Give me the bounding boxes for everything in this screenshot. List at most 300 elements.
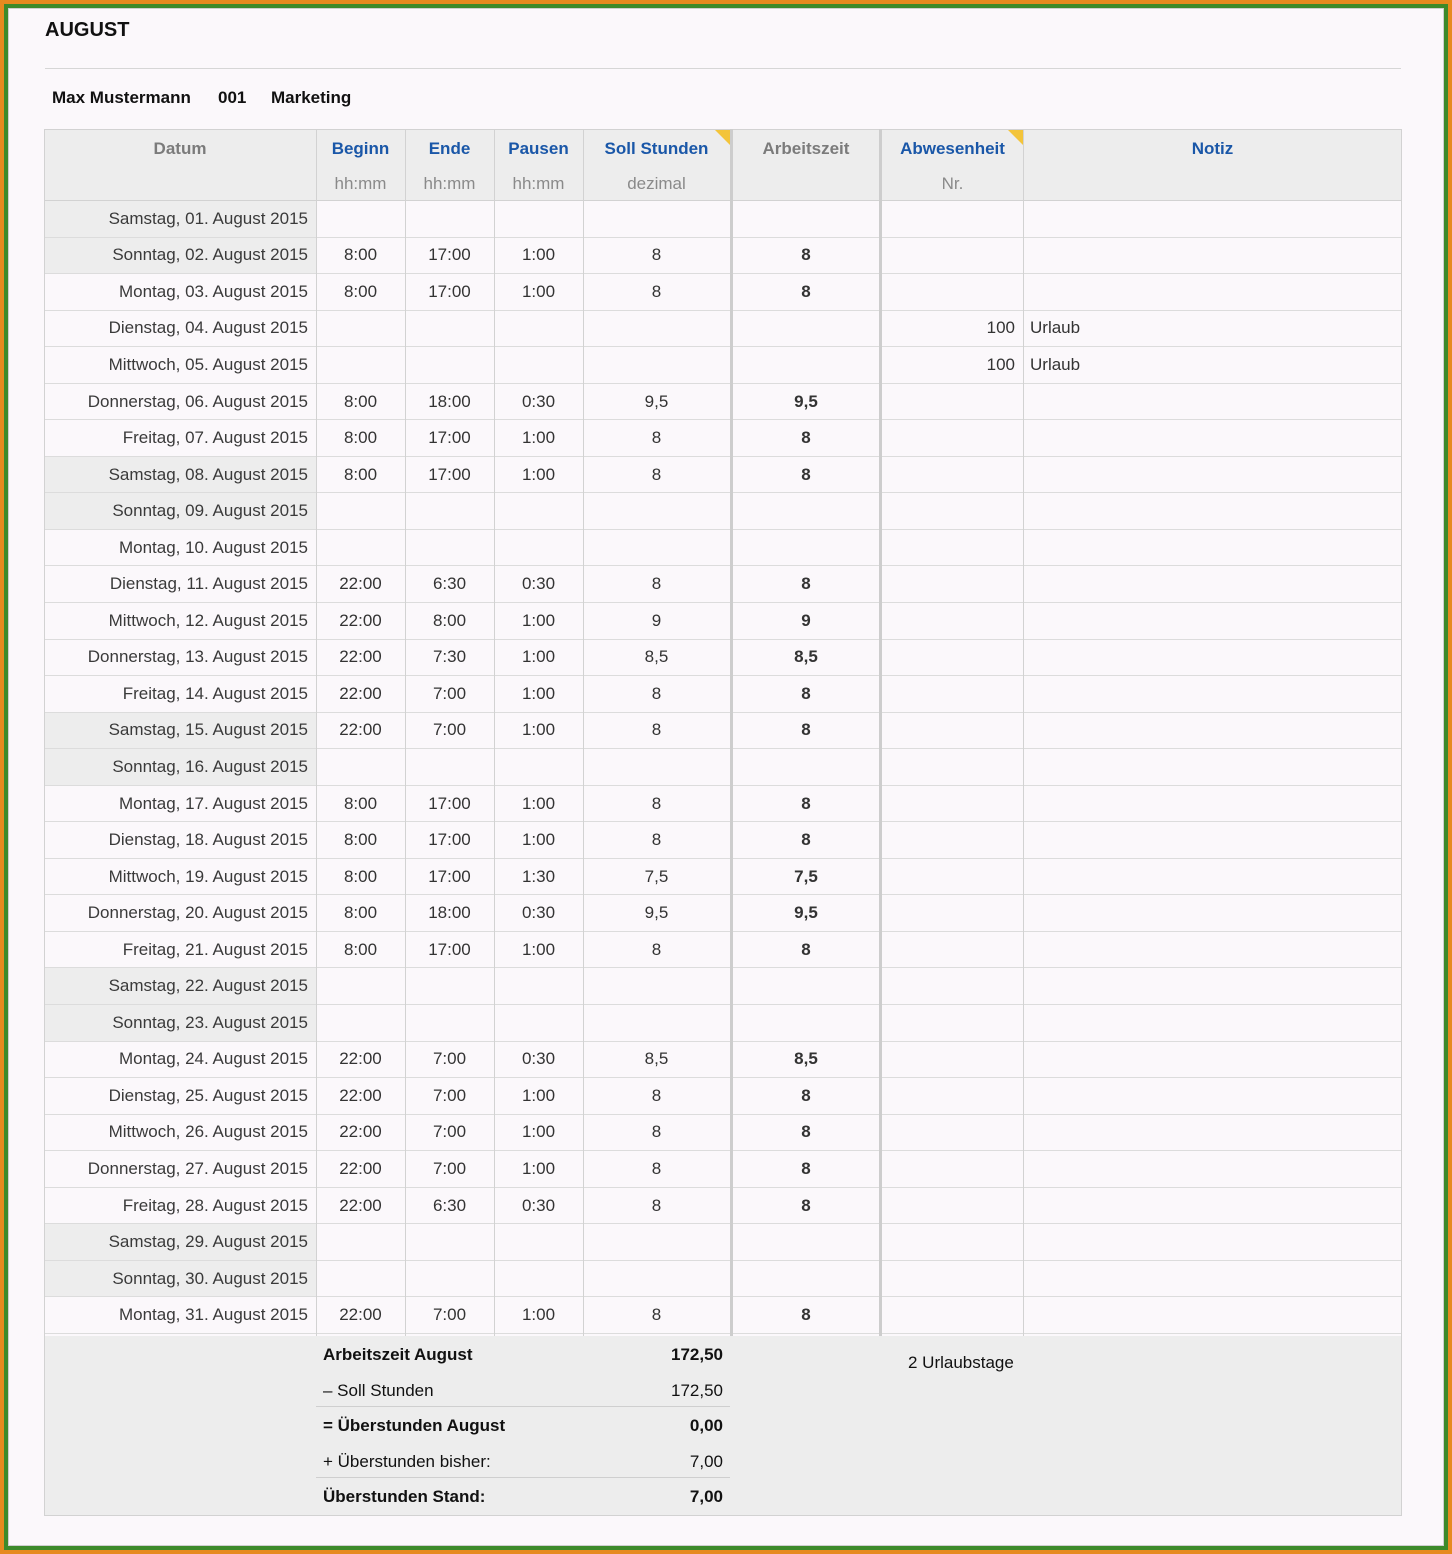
cell-notiz[interactable] <box>1023 932 1402 968</box>
cell-arbeitszeit[interactable]: 9,5 <box>794 391 818 411</box>
cell-datum: Dienstag, 11. August 2015 <box>109 574 308 594</box>
cell-notiz[interactable] <box>1023 1115 1402 1151</box>
cell-soll[interactable]: 8 <box>651 683 662 703</box>
table-row <box>44 274 1402 311</box>
cell-beginn[interactable]: 8:00 <box>343 830 378 850</box>
cell-beginn[interactable]: 22:00 <box>339 1158 382 1178</box>
cell-ende[interactable]: 17:00 <box>428 793 471 813</box>
cell-abwesenheit[interactable] <box>882 1042 1023 1078</box>
table-left-border <box>44 129 45 1516</box>
cell-abwesenheit[interactable] <box>882 1224 1023 1260</box>
cell-notiz[interactable] <box>1023 238 1402 274</box>
cell-soll[interactable] <box>583 749 730 785</box>
table-row <box>44 1297 1402 1334</box>
cell-ende[interactable] <box>405 1261 494 1297</box>
cell-notiz[interactable] <box>1023 713 1402 749</box>
table-row <box>44 968 1402 1005</box>
cell-abwesenheit[interactable] <box>882 420 1023 456</box>
cell-ende[interactable] <box>405 530 494 566</box>
header-notiz-label: Notiz <box>1191 139 1234 158</box>
cell-ende[interactable] <box>405 968 494 1004</box>
cell-beginn[interactable]: 22:00 <box>339 574 382 594</box>
cell-arbeitszeit[interactable]: 7,5 <box>794 866 818 886</box>
cell-datum: Freitag, 07. August 2015 <box>122 428 308 448</box>
cell-soll[interactable]: 8 <box>651 830 662 850</box>
cell-notiz[interactable] <box>1023 201 1402 237</box>
cell-abwesenheit[interactable] <box>882 1115 1023 1151</box>
cell-soll[interactable]: 9,5 <box>644 903 669 923</box>
cell-abwesenheit[interactable] <box>882 932 1023 968</box>
cell-soll[interactable]: 8 <box>651 939 662 959</box>
table-row <box>44 493 1402 530</box>
cell-arbeitszeit[interactable] <box>733 749 879 785</box>
cell-pausen[interactable]: 1:00 <box>521 830 556 850</box>
cell-ende[interactable]: 17:00 <box>428 830 471 850</box>
table-row <box>44 1115 1402 1152</box>
cell-beginn[interactable] <box>316 968 405 1004</box>
column-divider <box>583 129 584 1336</box>
table-row <box>44 859 1402 896</box>
cell-beginn[interactable]: 22:00 <box>339 683 382 703</box>
cell-pausen[interactable] <box>494 1224 583 1260</box>
cell-soll[interactable] <box>583 347 730 383</box>
table-right-border <box>1401 129 1402 1516</box>
cell-datum: Montag, 24. August 2015 <box>118 1049 308 1069</box>
cell-soll[interactable]: 8,5 <box>644 647 669 667</box>
employee-name: Max Mustermann <box>52 88 191 107</box>
cell-soll[interactable]: 8 <box>651 574 662 594</box>
cell-notiz[interactable] <box>1023 676 1402 712</box>
cell-notiz[interactable] <box>1023 786 1402 822</box>
column-divider <box>730 129 733 1336</box>
cell-pausen[interactable]: 1:00 <box>521 428 556 448</box>
cell-abwesenheit[interactable] <box>882 238 1023 274</box>
cell-abwesenheit[interactable] <box>882 384 1023 420</box>
column-divider <box>879 129 882 1336</box>
cell-notiz[interactable] <box>1023 1297 1402 1333</box>
cell-ende[interactable]: 7:00 <box>432 683 467 703</box>
table-row <box>44 566 1402 603</box>
cell-abwesenheit[interactable] <box>882 640 1023 676</box>
cell-soll[interactable]: 8 <box>651 1305 662 1325</box>
cell-datum: Montag, 03. August 2015 <box>118 281 308 301</box>
cell-notiz[interactable] <box>1023 530 1402 566</box>
cell-abwesenheit[interactable] <box>882 1188 1023 1224</box>
cell-abwesenheit[interactable] <box>882 749 1023 785</box>
cell-beginn[interactable]: 22:00 <box>339 1305 382 1325</box>
table-row <box>44 1078 1402 1115</box>
cell-beginn[interactable]: 8:00 <box>343 464 378 484</box>
header-ende <box>405 130 494 202</box>
cell-pausen[interactable]: 0:30 <box>521 574 556 594</box>
cell-ende[interactable]: 7:00 <box>432 1122 467 1142</box>
cell-notiz[interactable] <box>1023 1188 1402 1224</box>
cell-arbeitszeit[interactable] <box>733 968 879 1004</box>
table-row <box>44 1042 1402 1079</box>
cell-beginn[interactable]: 22:00 <box>339 1122 382 1142</box>
cell-beginn[interactable]: 8:00 <box>343 939 378 959</box>
cell-beginn[interactable] <box>316 201 405 237</box>
cell-pausen[interactable]: 1:00 <box>521 281 556 301</box>
cell-ende[interactable]: 7:00 <box>432 1049 467 1069</box>
cell-soll[interactable] <box>583 1261 730 1297</box>
cell-pausen[interactable]: 1:00 <box>521 939 556 959</box>
cell-pausen[interactable] <box>494 493 583 529</box>
cell-ende[interactable] <box>405 201 494 237</box>
cell-abwesenheit[interactable] <box>882 1261 1023 1297</box>
cell-notiz[interactable] <box>1023 859 1402 895</box>
title-divider <box>45 68 1401 69</box>
cell-arbeitszeit[interactable] <box>733 493 879 529</box>
cell-arbeitszeit[interactable]: 8 <box>801 1305 811 1325</box>
cell-soll[interactable]: 8 <box>651 281 662 301</box>
cell-notiz[interactable] <box>1023 1078 1402 1114</box>
table-row <box>44 1224 1402 1261</box>
cell-soll[interactable]: 8 <box>651 1122 662 1142</box>
cell-beginn[interactable]: 22:00 <box>339 1049 382 1069</box>
cell-soll[interactable]: 9 <box>651 610 662 630</box>
cell-notiz[interactable] <box>1023 895 1402 931</box>
cell-beginn[interactable] <box>316 1005 405 1041</box>
cell-beginn[interactable]: 8:00 <box>343 866 378 886</box>
cell-arbeitszeit[interactable]: 8 <box>801 720 811 740</box>
cell-datum: Samstag, 08. August 2015 <box>44 457 316 493</box>
cell-ende[interactable] <box>405 1224 494 1260</box>
cell-arbeitszeit[interactable] <box>733 311 879 347</box>
cell-soll[interactable]: 8 <box>651 720 662 740</box>
header-arbeitszeit-label: Arbeitszeit <box>762 139 850 158</box>
cell-pausen[interactable]: 0:30 <box>521 1049 556 1069</box>
cell-notiz[interactable] <box>1023 457 1402 493</box>
cell-pausen[interactable] <box>494 1005 583 1041</box>
cell-notiz[interactable] <box>1023 493 1402 529</box>
cell-soll[interactable]: 8 <box>651 1195 662 1215</box>
table-row <box>44 347 1402 384</box>
cell-abwesenheit[interactable] <box>882 201 1023 237</box>
cell-soll[interactable]: 8 <box>651 245 662 265</box>
cell-arbeitszeit[interactable] <box>733 530 879 566</box>
cell-ende[interactable]: 17:00 <box>428 281 471 301</box>
cell-arbeitszeit[interactable] <box>733 201 879 237</box>
cell-notiz[interactable] <box>1023 603 1402 639</box>
table-row <box>44 420 1402 457</box>
header-abwesenheit-label: Abwesenheit <box>900 139 1005 158</box>
cell-beginn[interactable]: 8:00 <box>343 428 378 448</box>
header-beginn <box>316 130 405 202</box>
cell-datum: Dienstag, 25. August 2015 <box>108 1085 308 1105</box>
cell-soll[interactable]: 8 <box>651 428 662 448</box>
cell-pausen[interactable]: 1:00 <box>521 720 556 740</box>
header-datum <box>44 130 316 202</box>
cell-ende[interactable] <box>405 749 494 785</box>
cell-notiz[interactable] <box>1023 1224 1402 1260</box>
table-row <box>44 822 1402 859</box>
summary-soll-label: – Soll Stunden <box>323 1380 434 1400</box>
cell-soll[interactable] <box>583 530 730 566</box>
cell-pausen[interactable]: 1:00 <box>521 610 556 630</box>
cell-abwesenheit[interactable] <box>882 1005 1023 1041</box>
cell-arbeitszeit[interactable]: 8 <box>801 464 811 484</box>
cell-pausen[interactable]: 1:00 <box>521 464 556 484</box>
column-divider <box>316 129 317 1336</box>
cell-datum: Freitag, 14. August 2015 <box>122 683 308 703</box>
cell-arbeitszeit[interactable] <box>733 1224 879 1260</box>
cell-beginn[interactable]: 8:00 <box>343 245 378 265</box>
cell-pausen[interactable]: 1:00 <box>521 1085 556 1105</box>
cell-pausen[interactable] <box>494 1261 583 1297</box>
cell-beginn[interactable]: 22:00 <box>339 1195 382 1215</box>
cell-arbeitszeit[interactable] <box>733 347 879 383</box>
cell-ende[interactable]: 6:30 <box>432 1195 467 1215</box>
cell-soll[interactable] <box>583 201 730 237</box>
summary-soll <box>316 1372 730 1408</box>
summary-ueberstunden-value: 0,00 <box>689 1416 723 1435</box>
cell-ende[interactable]: 7:00 <box>432 1085 467 1105</box>
cell-beginn[interactable]: 22:00 <box>339 720 382 740</box>
cell-ende[interactable]: 17:00 <box>428 939 471 959</box>
summary-arbeitszeit-label: Arbeitszeit August <box>323 1345 473 1364</box>
cell-pausen[interactable] <box>494 530 583 566</box>
cell-beginn[interactable] <box>316 749 405 785</box>
cell-soll[interactable] <box>583 493 730 529</box>
cell-notiz[interactable] <box>1023 968 1402 1004</box>
cell-arbeitszeit[interactable]: 8,5 <box>794 647 818 667</box>
cell-beginn[interactable]: 8:00 <box>343 391 378 411</box>
header-arbeitszeit <box>733 130 879 202</box>
cell-datum: Donnerstag, 06. August 2015 <box>87 391 308 411</box>
cell-datum: Samstag, 15. August 2015 <box>44 713 316 749</box>
cell-datum: Montag, 10. August 2015 <box>118 537 308 557</box>
cell-beginn[interactable] <box>316 493 405 529</box>
cell-abwesenheit[interactable] <box>882 713 1023 749</box>
cell-beginn[interactable]: 22:00 <box>339 610 382 630</box>
cell-ende[interactable]: 17:00 <box>428 464 471 484</box>
employee-department: Marketing <box>271 88 352 107</box>
cell-beginn[interactable]: 8:00 <box>343 903 378 923</box>
cell-ende[interactable]: 17:00 <box>428 428 471 448</box>
cell-datum: Sonntag, 02. August 2015 <box>44 238 316 274</box>
summary-arbeitszeit <box>316 1336 730 1372</box>
cell-soll[interactable]: 8 <box>651 1158 662 1178</box>
cell-pausen[interactable] <box>494 311 583 347</box>
cell-abwesenheit[interactable] <box>882 859 1023 895</box>
cell-beginn[interactable]: 22:00 <box>339 1085 382 1105</box>
cell-beginn[interactable]: 8:00 <box>343 793 378 813</box>
cell-pausen[interactable]: 1:00 <box>521 1158 556 1178</box>
table-row <box>44 895 1402 932</box>
cell-ende[interactable]: 17:00 <box>428 866 471 886</box>
cell-pausen[interactable]: 1:00 <box>521 683 556 703</box>
cell-soll[interactable]: 8 <box>651 793 662 813</box>
cell-pausen[interactable]: 0:30 <box>521 391 556 411</box>
table-row <box>44 1261 1402 1298</box>
cell-abwesenheit[interactable] <box>882 895 1023 931</box>
cell-notiz[interactable] <box>1023 640 1402 676</box>
cell-datum: Samstag, 01. August 2015 <box>44 201 316 237</box>
cell-ende[interactable]: 18:00 <box>428 391 471 411</box>
column-divider <box>1023 129 1024 1336</box>
header-abwesenheit <box>882 130 1023 202</box>
cell-pausen[interactable] <box>494 201 583 237</box>
cell-soll[interactable]: 7,5 <box>644 866 669 886</box>
cell-notiz[interactable] <box>1023 1261 1402 1297</box>
header-pausen-label: Pausen <box>508 139 569 158</box>
cell-abwesenheit[interactable] <box>882 968 1023 1004</box>
cell-arbeitszeit[interactable]: 8,5 <box>794 1049 818 1069</box>
cell-ende[interactable] <box>405 493 494 529</box>
cell-arbeitszeit[interactable]: 9 <box>801 610 811 630</box>
summary-soll-value: 172,50 <box>671 1380 723 1400</box>
cell-arbeitszeit[interactable]: 8 <box>801 683 811 703</box>
cell-abwesenheit[interactable] <box>882 786 1023 822</box>
table-row <box>44 603 1402 640</box>
cell-soll[interactable] <box>583 1224 730 1260</box>
cell-beginn[interactable] <box>316 1261 405 1297</box>
cell-ende[interactable]: 18:00 <box>428 903 471 923</box>
cell-notiz[interactable] <box>1023 1005 1402 1041</box>
cell-pausen[interactable] <box>494 347 583 383</box>
cell-abwesenheit[interactable] <box>882 1151 1023 1187</box>
cell-abwesenheit[interactable] <box>882 274 1023 310</box>
cell-datum: Montag, 31. August 2015 <box>118 1305 308 1325</box>
cell-pausen[interactable]: 0:30 <box>521 1195 556 1215</box>
cell-pausen[interactable]: 0:30 <box>521 903 556 923</box>
cell-soll[interactable]: 8 <box>651 464 662 484</box>
cell-datum: Mittwoch, 05. August 2015 <box>108 354 308 374</box>
cell-abwesenheit[interactable] <box>882 457 1023 493</box>
cell-beginn[interactable] <box>316 311 405 347</box>
cell-beginn[interactable] <box>316 347 405 383</box>
cell-ende[interactable]: 8:00 <box>432 610 467 630</box>
cell-beginn[interactable] <box>316 1224 405 1260</box>
cell-arbeitszeit[interactable]: 8 <box>801 793 811 813</box>
cell-notiz[interactable]: Urlaub <box>1030 354 1081 374</box>
cell-abwesenheit[interactable]: 100 <box>986 318 1015 338</box>
cell-abwesenheit[interactable] <box>882 676 1023 712</box>
cell-arbeitszeit[interactable]: 8 <box>801 1158 811 1178</box>
cell-abwesenheit[interactable] <box>882 822 1023 858</box>
table-row <box>44 384 1402 421</box>
cell-beginn[interactable]: 22:00 <box>339 647 382 667</box>
cell-notiz[interactable] <box>1023 1042 1402 1078</box>
cell-notiz[interactable] <box>1023 274 1402 310</box>
cell-ende[interactable]: 7:30 <box>432 647 467 667</box>
cell-arbeitszeit[interactable]: 8 <box>801 1195 811 1215</box>
cell-ende[interactable]: 6:30 <box>432 574 467 594</box>
cell-ende[interactable] <box>405 347 494 383</box>
cell-datum: Sonntag, 16. August 2015 <box>44 749 316 785</box>
cell-datum: Samstag, 22. August 2015 <box>44 968 316 1004</box>
cell-arbeitszeit[interactable]: 8 <box>801 574 811 594</box>
cell-abwesenheit[interactable] <box>882 1078 1023 1114</box>
table-row <box>44 1188 1402 1225</box>
cell-ende[interactable] <box>405 1005 494 1041</box>
header-beginn-unit: hh:mm <box>334 174 387 193</box>
cell-notiz[interactable] <box>1023 420 1402 456</box>
cell-abwesenheit[interactable] <box>882 1297 1023 1333</box>
cell-notiz[interactable] <box>1023 566 1402 602</box>
cell-pausen[interactable] <box>494 968 583 1004</box>
cell-soll[interactable] <box>583 968 730 1004</box>
cell-arbeitszeit[interactable]: 8 <box>801 830 811 850</box>
cell-soll[interactable] <box>583 311 730 347</box>
header-abwesenheit-unit: Nr. <box>941 174 964 193</box>
cell-abwesenheit[interactable] <box>882 493 1023 529</box>
table-body <box>44 201 1402 1334</box>
cell-ende[interactable]: 7:00 <box>432 1305 467 1325</box>
table-row <box>44 530 1402 567</box>
cell-arbeitszeit[interactable]: 9,5 <box>794 903 818 923</box>
header-ende-unit: hh:mm <box>423 174 476 193</box>
cell-pausen[interactable]: 1:00 <box>521 793 556 813</box>
cell-abwesenheit[interactable]: 100 <box>986 354 1015 374</box>
header-beginn-label: Beginn <box>331 139 390 158</box>
cell-ende[interactable]: 7:00 <box>432 1158 467 1178</box>
cell-arbeitszeit[interactable]: 8 <box>801 428 811 448</box>
header-pausen-unit: hh:mm <box>512 174 565 193</box>
cell-beginn[interactable]: 8:00 <box>343 281 378 301</box>
comment-flag-icon[interactable] <box>1008 130 1023 145</box>
cell-soll[interactable] <box>583 1005 730 1041</box>
cell-arbeitszeit[interactable]: 8 <box>801 1122 811 1142</box>
cell-arbeitszeit[interactable]: 8 <box>801 1085 811 1105</box>
cell-datum: Donnerstag, 13. August 2015 <box>87 647 308 667</box>
summary-bisher-label: + Überstunden bisher: <box>323 1451 491 1471</box>
cell-abwesenheit[interactable] <box>882 603 1023 639</box>
cell-arbeitszeit[interactable]: 8 <box>801 245 811 265</box>
cell-pausen[interactable]: 1:00 <box>521 1305 556 1325</box>
summary-footer <box>44 1336 1402 1516</box>
cell-notiz[interactable] <box>1023 749 1402 785</box>
cell-soll[interactable]: 8 <box>651 1085 662 1105</box>
cell-datum: Donnerstag, 27. August 2015 <box>87 1158 308 1178</box>
comment-flag-icon[interactable] <box>715 130 730 145</box>
cell-datum: Freitag, 21. August 2015 <box>122 939 308 959</box>
cell-ende[interactable] <box>405 311 494 347</box>
cell-arbeitszeit[interactable]: 8 <box>801 281 811 301</box>
cell-soll[interactable]: 9,5 <box>644 391 669 411</box>
table-row <box>44 640 1402 677</box>
table-row <box>44 713 1402 750</box>
cell-beginn[interactable] <box>316 530 405 566</box>
cell-notiz[interactable] <box>1023 1151 1402 1187</box>
summary-stand-value: 7,00 <box>689 1487 723 1506</box>
table-header <box>44 129 1402 201</box>
table-row <box>44 238 1402 275</box>
cell-abwesenheit[interactable] <box>882 530 1023 566</box>
cell-arbeitszeit[interactable] <box>733 1005 879 1041</box>
cell-soll[interactable]: 8,5 <box>644 1049 669 1069</box>
cell-ende[interactable]: 17:00 <box>428 245 471 265</box>
cell-pausen[interactable]: 1:00 <box>521 1122 556 1142</box>
cell-arbeitszeit[interactable]: 8 <box>801 939 811 959</box>
cell-arbeitszeit[interactable] <box>733 1261 879 1297</box>
cell-abwesenheit[interactable] <box>882 566 1023 602</box>
column-divider <box>494 129 495 1336</box>
cell-datum: Donnerstag, 20. August 2015 <box>87 903 308 923</box>
cell-ende[interactable]: 7:00 <box>432 720 467 740</box>
summary-ueberstunden <box>316 1407 730 1443</box>
cell-notiz[interactable]: Urlaub <box>1030 318 1081 338</box>
cell-notiz[interactable] <box>1023 822 1402 858</box>
cell-pausen[interactable] <box>494 749 583 785</box>
cell-datum: Mittwoch, 12. August 2015 <box>108 610 308 630</box>
cell-pausen[interactable]: 1:00 <box>521 647 556 667</box>
cell-datum: Mittwoch, 19. August 2015 <box>108 866 308 886</box>
cell-notiz[interactable] <box>1023 384 1402 420</box>
cell-pausen[interactable]: 1:00 <box>521 245 556 265</box>
cell-pausen[interactable]: 1:30 <box>521 866 556 886</box>
